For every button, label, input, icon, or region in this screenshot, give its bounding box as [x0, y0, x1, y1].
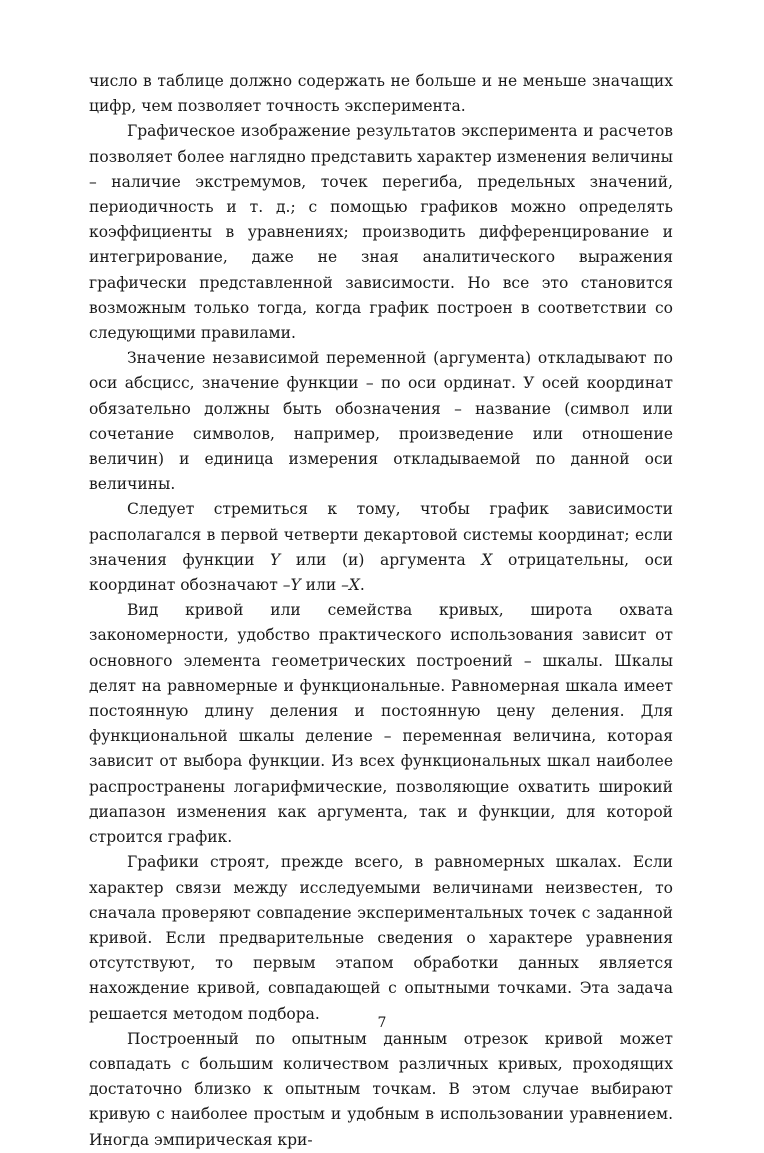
text-run: . [359, 576, 365, 595]
page-body [89, 69, 673, 1153]
symbol-minus-x: –X [341, 576, 360, 595]
paragraph-uniform-scales: Графики строят, прежде всего, в равномерных шкалах. Если характер связи между исследуемыми величинами неизвестен, то сначала проверяют совпадение экспериментальных точек с заданной кривой. Если предварительные сведения о характере уравнения отсутствуют, то первым этапом обработки данных является нахождение кривой, совпадающей с опытными точками. Эта задача решается методом подбора. [89, 853, 673, 1023]
paragraph-first-quadrant [89, 497, 673, 598]
text-run: отрицательны, оси координат обозначают [89, 550, 674, 595]
text-run: или [300, 576, 342, 595]
paragraph-curve-fitting: Построенный по опытным данным отрезок кривой может совпадать с большим количеством различных кривых, проходящих достаточно близко к опытным точкам. В этом случае выбирают кривую с наиболее простым и удобным в использовании уравнением. Иногда эмпирическая кри- [89, 1029, 673, 1149]
text-run: или (и) аргумента [280, 550, 482, 569]
paragraph-scales: Вид кривой или семейства кривых, широта охвата закономерности, удобство практического использования зависит от основного элемента геометрических построений – шкалы. Шкалы делят на равномерные и функциональные. Равномерная шкала имеет постоянную длину деления и постоянную цену деления. Для функциональной шкалы деление – переменная величина, которая зависит от выбора функции. Из всех функциональных шкал наиболее распространены логарифмические, позволяющие охватить широкий диапазон изменения как аргумента, так и функции, для которой строится график. [89, 601, 673, 847]
symbol-minus-y: –Y [282, 576, 301, 595]
paragraph-axes: Значение независимой переменной (аргумента) откладывают по оси абсцисс, значение функции – по оси ординат. У осей координат обязательно должны быть обозначения – название (символ или сочетание символов, например, произведение или отношение величин) и единица измерения откладываемой по данной оси величины. [89, 349, 673, 494]
paragraph-continuation: число в таблице должно содержать не больше и не меньше значащих цифр, чем позволяет точность эксперимента. [89, 72, 673, 116]
text-run: Следует стремиться к тому, чтобы график зависимости располагался в первой четверти декартовой системы координат; если значения функции [89, 500, 673, 569]
symbol-y: Y [270, 550, 281, 569]
page-number: 7 [377, 1015, 387, 1031]
symbol-x: X [481, 550, 493, 569]
paragraph-graphic-representation: Графическое изображение результатов эксперимента и расчетов позволяет более наглядно представить характер изменения величины – наличие экстремумов, точек перегиба, предельных значений, периодичность и т. д.; с помощью графиков можно определять коэффициенты в уравнениях; производить дифференцирование и интегрирование, даже не зная аналитического выражения графически представленной зависимости. Но все это становится возможным только тогда, когда график построен в соответствии со следующими правилами. [89, 122, 673, 343]
